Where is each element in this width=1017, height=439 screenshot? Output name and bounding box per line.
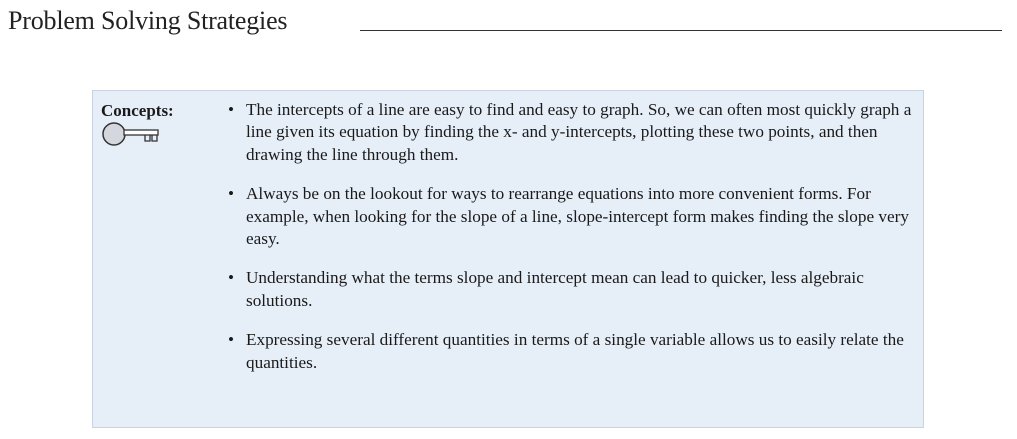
bullet: • (228, 100, 235, 119)
title-rule (360, 30, 1002, 31)
concept-text: The intercepts of a line are easy to find and easy to graph. So, we can often most quickly graph a line given its equation by finding the x- and y-intercepts, plotting these two points, and then drawing the line through them. (246, 100, 912, 164)
concept-item (228, 183, 913, 250)
concept-text: Understanding what the terms slope and intercept mean can lead to quicker, less algebraic solutions. (246, 268, 864, 310)
concepts-list (228, 99, 913, 391)
concepts-label: Concepts: (101, 101, 174, 120)
concept-item (228, 267, 913, 312)
bullet: • (228, 330, 235, 350)
bullet: • (228, 184, 235, 204)
concept-item (228, 329, 913, 374)
page-title: Problem Solving Strategies (8, 6, 288, 35)
concept-item (228, 99, 913, 166)
bullet: • (228, 268, 235, 288)
concepts-box (92, 90, 924, 428)
key-icon (101, 121, 163, 147)
concept-text: Always be on the lookout for ways to rearrange equations into more convenient forms. For example, when looking for the slope of a line, slope-intercept form makes finding the slope very easy. (246, 184, 909, 249)
concept-text: Expressing several different quantities in terms of a single variable allows us to easily relate the quantities. (246, 330, 904, 372)
